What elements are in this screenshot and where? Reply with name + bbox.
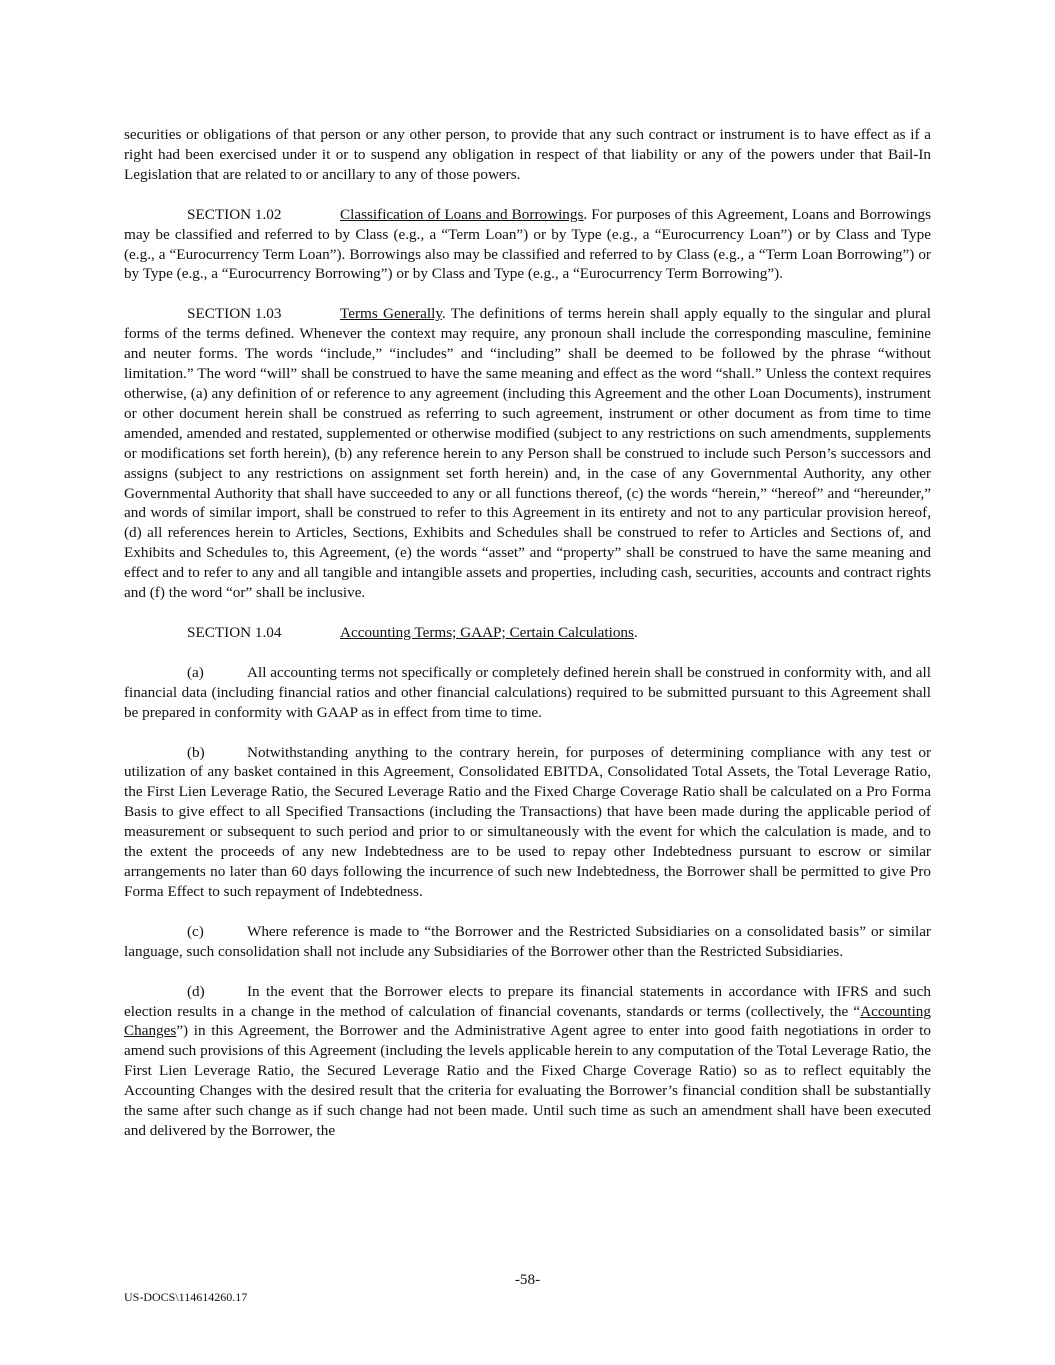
subsection-b [124, 743, 931, 902]
section-title: Accounting Terms; GAAP; Certain Calculations [340, 623, 634, 641]
section-number: SECTION 1.04 [187, 623, 282, 641]
section-1-03 [124, 304, 931, 603]
section-1-02 [124, 205, 931, 285]
subsection-body: Where reference is made to “the Borrower and the Restricted Subsidiaries on a consolidated basis” or similar language, such consolidation shall not include any Subsidiaries of the Borrower other than the Restricted Subsidiaries. [124, 922, 931, 960]
section-body: . The definitions of terms herein shall apply equally to the singular and plural forms of the terms defined. Whenever the context may require, any pronoun shall include the corresponding masculine, feminine and neuter forms. The words “include,” “includes” and “including” shall be deemed to be followed by the phrase “without limitation.” The word “will” shall be construed to have the same meaning and effect as the word “shall.” Unless the context requires otherwise, (a) any definition of or reference to any agreement (including this Agreement and the other Loan Documents), instrument or other document herein shall be construed as referring to such agreement, instrument or other document as from time to time amended, amended and restated, supplemented or otherwise modified (subject to any restrictions on such amendments, supplements or modifications set forth herein), (b) any reference herein to any Person shall be construed to include such Person’s successors and assigns (subject to any restrictions on assignment set forth herein) and, in the case of any Governmental Authority, any other Governmental Authority that shall have succeeded to any or all functions thereof, (c) the words “herein,” “hereof” and “hereunder,” and words of similar import, shall be construed to refer to this Agreement in its entirety and not to any particular provision hereof, (d) all references herein to Articles, Sections, Exhibits and Schedules shall be construed to refer to Articles and Sections of, and Exhibits and Schedules to, this Agreement, (e) the words “asset” and “property” shall be construed to have the same meaning and effect and to refer to any and all tangible and intangible assets and properties, including cash, securities, accounts and contract rights and (f) the word “or” shall be inclusive. [124, 305, 931, 602]
section-title: Terms Generally [340, 305, 442, 323]
section-title-end: . [633, 623, 638, 641]
subsection-body: All accounting terms not specifically or completely defined herein shall be construed in conformity with, and all financial data (including financial ratios and other financial calculations) required to be submitted pursuant to this Agreement shall be prepared in conformity with GAAP as in effect from time to time. [124, 663, 931, 721]
subsection-c [124, 922, 931, 962]
section-body: . For purposes of this Agreement, Loans and Borrowings may be classified and referred to by Class (e.g., a “Term Loan”) or by Type (e.g., a “Eurocurrency Loan”) or by Class and Type (e.g., a “Eurocurrency Term Loan”). Borrowings also may be classified and referred to by Class (e.g., a “Term Loan Borrowing”) or by Type (e.g., a “Eurocurrency Borrowing”) or by Class and Type (e.g., a “Eurocurrency Term Borrowing”). [124, 205, 931, 283]
subsection-label: (d) [187, 982, 205, 1000]
subsection-label: (a) [187, 663, 204, 681]
page-number: -58- [514, 1271, 541, 1288]
subsection-body-post: ”) in this Agreement, the Borrower and the Administrative Agent agree to enter into good faith negotiations in order to amend such provisions of this Agreement (including the levels applicable herein to any computation of the Total Leverage Ratio, the First Lien Leverage Ratio, the Secured Leverage Ratio and the Fixed Charge Coverage Ratio) so as to reflect equitably the Accounting Changes with the desired result that the criteria for evaluating the Borrower’s financial condition shall be substantially the same after such change as if such change had not been made. Until such time as such an amendment shall have been executed and delivered by the Borrower, the [124, 1022, 931, 1139]
subsection-a [124, 663, 931, 723]
document-id: US-DOCS\114614260.17 [124, 1290, 248, 1304]
subsection-body: Notwithstanding anything to the contrary herein, for purposes of determining compliance with any test or utilization of any basket contained in this Agreement, Consolidated EBITDA, Consolidated Total Assets, the Total Leverage Ratio, the First Lien Leverage Ratio, the Secured Leverage Ratio and the Fixed Charge Coverage Ratio shall be calculated on a Pro Forma Basis to give effect to all Specified Transactions (including the Transactions) that have been made during the applicable period of measurement or subsequent to such period and prior to or simultaneously with the event for which the calculation is made, and to the extent the proceeds of any new Indebtedness are to be used to repay other Indebtedness pursuant to escrow or similar arrangements no later than 60 days following the incurrence of such new Indebtedness, the Borrower shall be permitted to give Pro Forma Effect to such repayment of Indebtedness. [124, 743, 931, 900]
section-number: SECTION 1.03 [187, 305, 282, 323]
section-title: Classification of Loans and Borrowings [340, 205, 584, 223]
defined-term: Accounting Changes [124, 1002, 931, 1040]
subsection-label: (c) [187, 922, 204, 940]
subsection-d [124, 982, 931, 1141]
section-number: SECTION 1.02 [187, 205, 282, 223]
subsection-body-pre: In the event that the Borrower elects to prepare its financial statements in accordance with IFRS and such election results in a change in the method of calculation of financial covenants, standards or terms (collectively, the “ [124, 982, 931, 1020]
document-page [124, 125, 931, 1141]
subsection-label: (b) [187, 743, 205, 761]
intro-paragraph: securities or obligations of that person or any other person, to provide that any such contract or instrument is to have effect as if a right had been exercised under it or to suspend any obligation in respect of that liability or any of the powers under that Bail-In Legislation that are related to or ancillary to any of those powers. [124, 126, 931, 183]
section-1-04 [124, 623, 931, 643]
